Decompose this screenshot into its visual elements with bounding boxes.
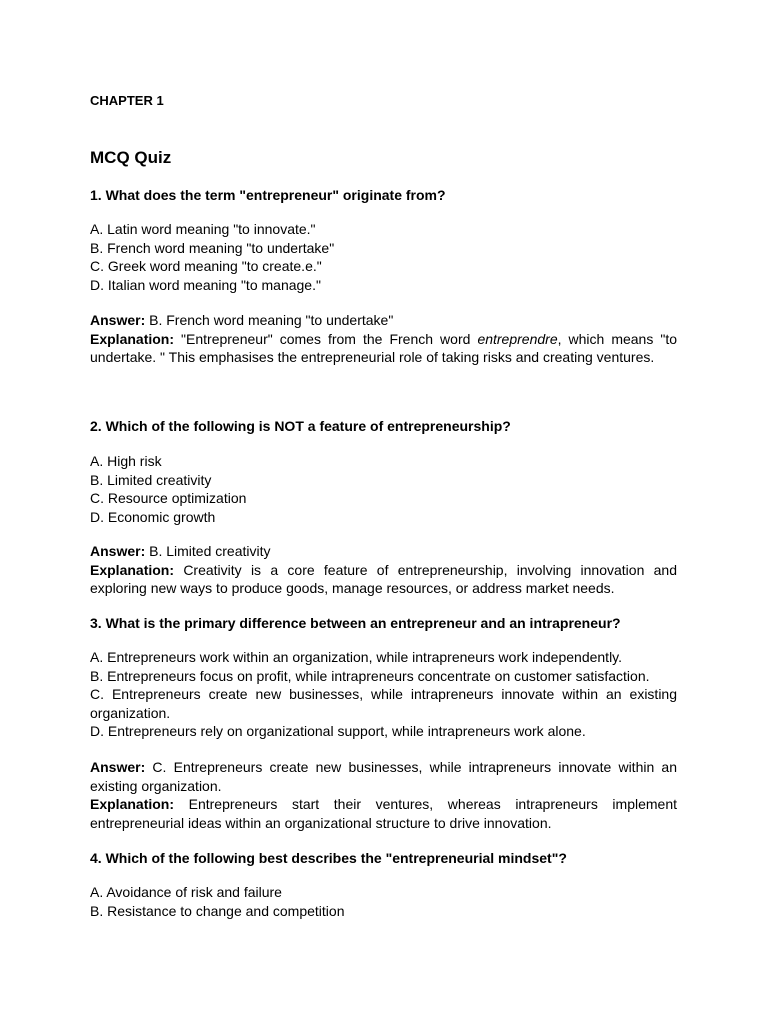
option-a: A. Avoidance of risk and failure: [90, 884, 282, 900]
question-2-answer-block: [90, 542, 677, 598]
option-b: B. Resistance to change and competition: [90, 902, 345, 919]
answer: [90, 758, 677, 795]
question-3-options: [90, 648, 677, 741]
option-d: D. Economic growth: [90, 508, 216, 525]
answer-text: C. Entrepreneurs create new businesses, while intrapreneurs innovate within an existing organization.: [90, 759, 678, 794]
answer: [90, 542, 677, 561]
explanation-text: Creativity is a core feature of entrepreneurship, involving innovation and exploring new ways to produce goods, manage resources, or address market needs.: [90, 561, 677, 596]
explanation: [90, 795, 677, 832]
quiz-title: MCQ Quiz: [90, 148, 172, 167]
option-b: B. Entrepreneurs focus on profit, while intrapreneurs concentrate on customer satisfaction.: [90, 667, 650, 684]
option-a: A. Entrepreneurs work within an organization, while intrapreneurs work independently.: [90, 649, 623, 665]
question-1-text: 1. What does the term "entrepreneur" originate from?: [90, 187, 446, 203]
option-d: D. Entrepreneurs rely on organizational support, while intrapreneurs work alone.: [90, 723, 586, 739]
question-1-answer-block: [90, 311, 677, 367]
option-c: C. Entrepreneurs create new businesses, while intrapreneurs innovate within an existing organization.: [90, 686, 677, 721]
explanation-text: Entrepreneurs start their ventures, whereas intrapreneurs implement entrepreneurial ideas within an organizational structure to drive innovation.: [90, 796, 677, 831]
answer-label: Answer:: [90, 312, 146, 328]
option-b: B. French word meaning "to undertake": [90, 239, 335, 256]
answer: [90, 311, 677, 330]
question-3-answer-block: [90, 758, 677, 832]
explanation-label: Explanation:: [90, 796, 175, 812]
question-2-options: [90, 452, 677, 526]
answer-text: B. French word meaning "to undertake": [149, 312, 394, 328]
option-c: C. Greek word meaning "to create.e.": [90, 258, 322, 274]
explanation-emphasis: entreprendre: [477, 330, 558, 347]
answer-text: B. Limited creativity: [149, 543, 271, 559]
option-b: B. Limited creativity: [90, 471, 212, 488]
question-3-text: 3. What is the primary difference between an entrepreneur and an intrapreneur?: [90, 615, 621, 631]
answer-label: Answer:: [90, 543, 146, 559]
option-c: C. Resource optimization: [90, 490, 247, 506]
question-2-text: 2. Which of the following is NOT a feature of entrepreneurship?: [90, 418, 511, 434]
chapter-heading: CHAPTER 1: [90, 93, 164, 108]
explanation-text-post: , which means "to undertake. " This emphasises the entrepreneurial role of taking risks and creating ventures.: [90, 330, 678, 365]
explanation-label: Explanation:: [90, 330, 175, 347]
option-a: A. High risk: [90, 453, 162, 469]
explanation: [90, 561, 677, 598]
explanation: [90, 330, 677, 367]
answer-label: Answer:: [90, 759, 146, 775]
option-d: D. Italian word meaning "to manage.": [90, 276, 321, 293]
explanation-text-pre: "Entrepreneur" comes from the French word: [181, 330, 478, 347]
question-4-options: [90, 883, 677, 920]
question-1-options: [90, 220, 677, 294]
question-4-text: 4. Which of the following best describes the "entrepreneurial mindset"?: [90, 850, 567, 866]
option-a: A. Latin word meaning "to innovate.": [90, 221, 316, 237]
explanation-label: Explanation:: [90, 561, 175, 578]
